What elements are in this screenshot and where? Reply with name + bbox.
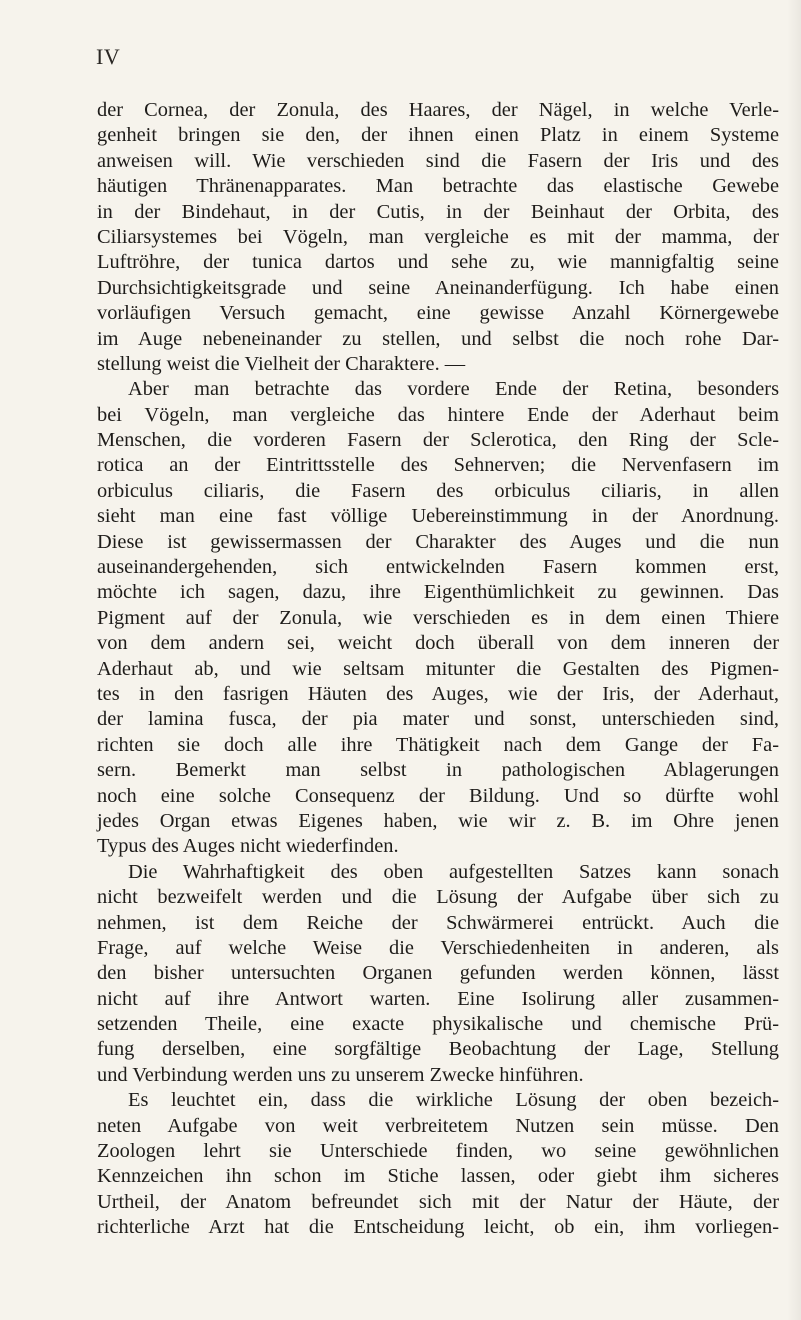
- text-line: Frage, auf welche Weise die Verschiedenheiten in anderen, als: [97, 936, 779, 959]
- text-line: Aderhaut ab, und wie seltsam mitunter die Gestalten des Pigmen-: [97, 657, 779, 680]
- text-line: neten Aufgabe von weit verbreitetem Nutzen sein müsse. Den: [97, 1114, 779, 1137]
- text-line: und Verbindung werden uns zu unserem Zwecke hinführen.: [97, 1063, 584, 1086]
- text-line: vorläufigen Versuch gemacht, eine gewisse Anzahl Körnergewebe: [97, 302, 779, 325]
- text-line: Es leuchtet ein, dass die wirkliche Lösung der oben bezeich-: [128, 1089, 779, 1112]
- text-line: setzenden Theile, eine exacte physikalische und chemische Prü-: [97, 1013, 779, 1036]
- text-line: nehmen, ist dem Reiche der Schwärmerei entrückt. Auch die: [97, 911, 779, 934]
- text-line: in der Bindehaut, in der Cutis, in der Beinhaut der Orbita, des: [97, 200, 779, 223]
- text-line: häutigen Thränenapparates. Man betrachte das elastische Gewebe: [97, 175, 779, 198]
- text-line: den bisher untersuchten Organen gefunden werden können, lässt: [97, 962, 779, 985]
- text-line: Kennzeichen ihn schon im Stiche lassen, oder giebt ihm sicheres: [97, 1165, 779, 1188]
- text-line: Durchsichtigkeitsgrade und seine Aneinanderfügung. Ich habe einen: [97, 276, 779, 299]
- text-line: Pigment auf der Zonula, wie verschieden es in dem einen Thiere: [97, 606, 779, 629]
- text-line: Urtheil, der Anatom befreundet sich mit der Natur der Häute, der: [97, 1190, 779, 1213]
- text-line: Luftröhre, der tunica dartos und sehe zu, wie mannigfaltig seine: [97, 251, 779, 274]
- text-line: Diese ist gewissermassen der Charakter des Auges und die nun: [97, 530, 779, 553]
- text-line: Die Wahrhaftigkeit des oben aufgestellten Satzes kann sonach: [128, 860, 779, 883]
- text-line: bei Vögeln, man vergleiche das hintere Ende der Aderhaut beim: [97, 403, 779, 426]
- text-line: im Auge nebeneinander zu stellen, und selbst die noch rohe Dar-: [97, 327, 779, 350]
- text-line: Zoologen lehrt sie Unterschiede finden, wo seine gewöhnlichen: [97, 1140, 779, 1163]
- text-line: jedes Organ etwas Eigenes haben, wie wir z. B. im Ohre jenen: [97, 809, 779, 832]
- text-line: sieht man eine fast völlige Uebereinstimmung in der Anordnung.: [97, 505, 779, 528]
- text-line: tes in den fasrigen Häuten des Auges, wie der Iris, der Aderhaut,: [97, 682, 779, 705]
- text-line: Aber man betrachte das vordere Ende der Retina, besonders: [128, 378, 779, 401]
- text-line: richterliche Arzt hat die Entscheidung leicht, ob ein, ihm vorliegen-: [97, 1216, 779, 1239]
- text-line: Menschen, die vorderen Fasern der Sclerotica, den Ring der Scle-: [97, 429, 779, 452]
- text-line: der lamina fusca, der pia mater und sonst, unterschieden sind,: [97, 708, 779, 731]
- text-line: auseinandergehenden, sich entwickelnden Fasern kommen erst,: [97, 556, 779, 579]
- page-edge-shadow: [787, 0, 801, 1320]
- text-line: genheit bringen sie den, der ihnen einen Platz in einem Systeme: [97, 124, 779, 147]
- text-line: anweisen will. Wie verschieden sind die Fasern der Iris und des: [97, 149, 779, 172]
- text-line: der Cornea, der Zonula, des Haares, der Nägel, in welche Verle-: [97, 99, 779, 121]
- text-line: stellung weist die Vielheit der Charaktere. —: [97, 352, 466, 375]
- text-line: nicht auf ihre Antwort warten. Eine Isolirung aller zusammen-: [97, 987, 779, 1010]
- body-text: [97, 98, 779, 1241]
- text-line: noch eine solche Consequenz der Bildung. Und so dürfte wohl: [97, 784, 779, 807]
- text-line: Typus des Auges nicht wiederfinden.: [97, 835, 399, 858]
- text-line: möchte ich sagen, dazu, ihre Eigenthümlichkeit zu gewinnen. Das: [97, 581, 779, 604]
- text-line: von dem andern sei, weicht doch überall von dem inneren der: [97, 632, 779, 655]
- page-number: IV: [96, 44, 121, 69]
- text-line: orbiculus ciliaris, die Fasern des orbiculus ciliaris, in allen: [97, 479, 779, 502]
- text-line: fung derselben, eine sorgfältige Beobachtung der Lage, Stellung: [97, 1038, 779, 1061]
- text-line: sern. Bemerkt man selbst in pathologischen Ablagerungen: [97, 759, 779, 782]
- text-line: Ciliarsystemes bei Vögeln, man vergleiche es mit der mamma, der: [97, 225, 779, 248]
- text-line: nicht bezweifelt werden und die Lösung der Aufgabe über sich zu: [97, 886, 779, 909]
- text-line: rotica an der Eintrittsstelle des Sehnerven; die Nervenfasern im: [97, 454, 779, 477]
- text-line: richten sie doch alle ihre Thätigkeit nach dem Gange der Fa-: [97, 733, 779, 756]
